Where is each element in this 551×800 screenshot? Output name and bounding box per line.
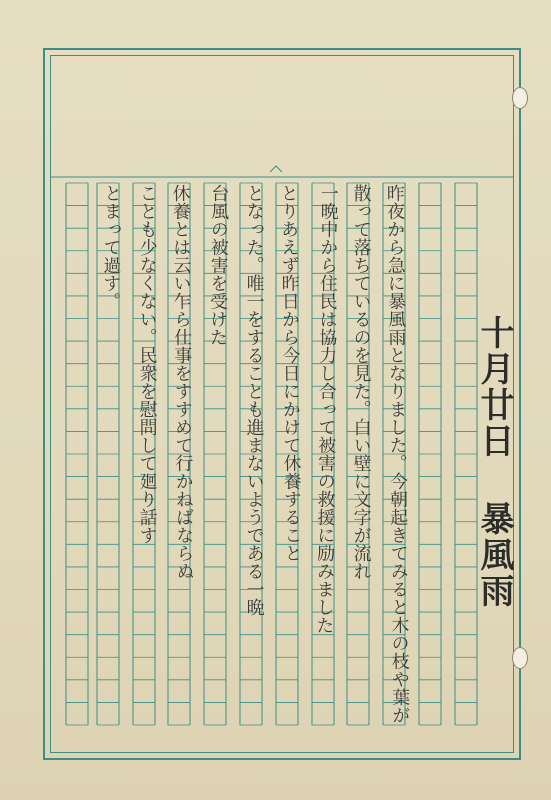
manuscript-column: 一晩中から住民は協力し合って被害の救援に励みました bbox=[313, 183, 339, 635]
binding-hole-bottom bbox=[513, 648, 527, 668]
handwritten-title: 十月廿日 暴風雨 bbox=[474, 315, 514, 609]
manuscript-column: とまって過す。 bbox=[99, 183, 123, 311]
manuscript-column: となった。唯一をすることも進まないようである一晩 bbox=[243, 184, 265, 616]
manuscript-column: とりあえず昨日から今日にかけて休養すること bbox=[277, 183, 303, 563]
manuscript-column: 散って落ちているのを見た。白い壁に文字が流れ bbox=[350, 184, 372, 580]
manuscript-column: 休養とは云い乍ら仕事をすすめて行かねばならぬ bbox=[169, 183, 195, 581]
manuscript-column: 昨夜から急に暴風雨となりました。今朝起きてみると木の枝や葉が bbox=[383, 183, 411, 725]
binding-hole-top bbox=[513, 88, 527, 108]
manuscript-column: 台風の被害を受けた bbox=[206, 183, 230, 347]
fold-marker bbox=[270, 166, 282, 172]
manuscript-column: ことも少なくない。民衆を慰問して廻り話す bbox=[136, 184, 158, 544]
